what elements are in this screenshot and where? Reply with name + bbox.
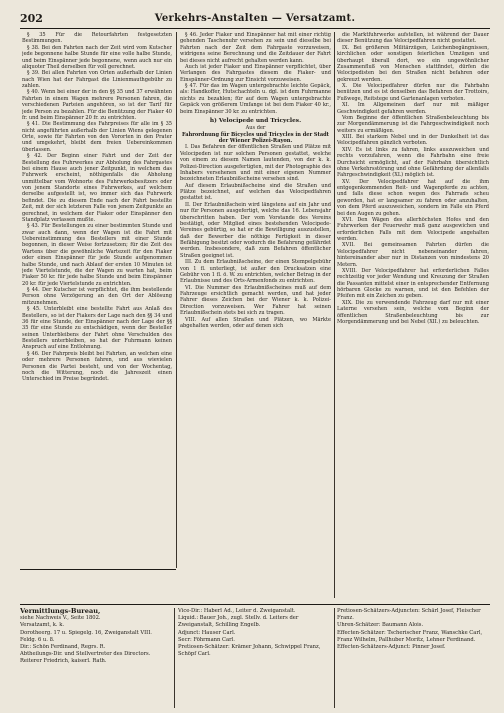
paragraph: II. Der Erlaubnißschein wird längstens auf ein Jahr und nur für Personen ausgefertigt, welche das 16. Lebensjahr überschritten haben. Der vom Vorstande des Vereins bestätigt, oder Mitglied eines bestehenden Velocipede-Vereines gebürtig, so hat er die Bewilligung auszustellen, daß der Bewerber die nöthige Fertigkeit in dieser Befähigung besitzt oder wodurch die Befahrung gefährdet werden. Insbesondere, daß zum Befahren öffentlicher Straßen geeignet ist. (180, 201, 331, 259)
section-divider (20, 569, 176, 570)
paragraph: § 40. Wenn bei einer der in den §§ 35 und 37 erwähnten Fahrten in einem Wagen mehrere Personen fahren, die verschiedenen Parteien angehören, so ist der Tarif für jede Person zu bezahlen. Für die Benützung der Fiaker 40 fr. und beim Einspänner 20 fr. zu entrichten. (22, 89, 172, 121)
paragraph: Adjunct: Hauser Carl. (178, 629, 236, 636)
paragraph: Pretiosen-Schätzers-Adjuncten: Schärl Josef, Fleischer Franz. (337, 608, 481, 622)
paragraph: VIII. Auf allen Straßen und Plätzen, wo Märkte abgehalten werden, oder auf denen sich (180, 316, 331, 329)
directory-middle (178, 608, 330, 708)
page-title: Verkehrs-Anstalten — Versatzamt. (154, 13, 356, 24)
column-right (337, 32, 489, 598)
paragraph: § 39. Bei allen Fahrten von Orten außerhalb der Linien nach Wien hat der Fahrgast die Linienmauthgebühr zu zahlen. (22, 70, 172, 89)
paragraph: XIX. Die zu verwendende Fahrzeug darf nur mit einer Laterne versehen sein, welche vom Beginn der öffentlichen Straßenbeleuchtung bis zur Morgendämmerung und bei Nebel (XII.) zu beleuchten. (337, 299, 489, 325)
column-middle (180, 32, 331, 598)
paragraph: I. Das Befahren der öffentlichen Straßen und Plätze mit Velocipeden ist nur solchen Personen gestattet, welche von einem zu diesem Namen lautenden, von der k. k. Polizei-Direction ausgefertigten, mit der Photographie des Inhabers versehenen und mit einer eigenen Nummer bezeichneten Erlaubnißscheine versehen sind. (180, 144, 331, 183)
paragraph: Auf diesem Erlaubnißscheine sind die Straßen und Plätze bezeichnet, auf welchen das Velocipedfahren gestattet ist. (180, 182, 331, 202)
paragraph: Vice-Dir.: Haberl Ad., Leiter d. Zweiganstalt. (178, 608, 296, 614)
paragraph: Liquid.: Bauer Joh., zugl. Stellv. d. Leiters der Zweiganstalt, Schilling Engelb. (178, 615, 299, 629)
paragraph: XVI. Den Wägen des allerhöchsten Hofes und den Fuhrwerken der Feuerwehr muß ganz ausgewichen und erforderlichen Falls mit dem Velocipede angehalten werden. (337, 216, 489, 242)
paragraph: h) Velocipede und Tricycles. (209, 117, 302, 124)
paragraph: Auch ist jeder Fiaker und Einspänner verpflichtet, über Verlangen des Fahrgastes diesem die Fiaker- und Einspänner-Ordnung zur Einsicht vorzuweisen. (180, 63, 331, 83)
directory-heading: Vermittlungs-Bureau, (20, 608, 101, 615)
paragraph: Reiterer Friedrich, kaiserl. Rath. (20, 658, 107, 665)
paragraph: § 43. Für Bestellungen zu einer bestimmten Stunde und zwar auch dann, wenn der Wagen ist die Fahrt mit Uebereinstimmung des Bestellers mit einer Stunde begonnen, in dieser Weise fortzusetzen; für die Zeit des Wartens über die gewöhnliche Wartezeit für den Fiaker oder einen Einspänner für jede Stunde aufgenommen halbe Stunde, und nach Ablauf der ersten 10 Minuten ist jede Viertelstunde, die der Wagen zu warten hat, beim Fiaker 50 kr. für jede halbe Stunde und beim Einspänner 20 kr. für jede Viertelstunde zu entrichten. (22, 223, 172, 287)
paragraph: § 35 Für die Retourfahrten festgesetzten Bestimmungen. (22, 32, 172, 45)
paragraph: § 44. Der Kutscher ist verpflichtet, die ihm bestellende Person ohne Verzögerung an den Ort der Ablösung mitzunehmen. (22, 287, 172, 306)
paragraph: XI. Im Allgemeinen darf nur mit mäßiger Geschwindigkeit gefahren werden. (337, 102, 489, 115)
paragraph: § 38. Bei den Fahrten nach der Zeit wird vom Kutscher jede begonnene halbe Stunde für eine volle halbe Stunde, und beim Einspänner jede begonnene, wenn auch nur ein aliquoter Theil derselben für voll gerechnet. (22, 44, 172, 70)
directory-left (20, 608, 166, 708)
page-number: 202 (20, 12, 43, 25)
paragraph: § 46. Der Fahrpreis bleibt bei Fahrten, an welchen eine oder mehrere Personen fahren, und aus wievielen Personen die Partei besteht, und von der Wochentag, noch die Witterung, noch die Jahreszeit einen Unterschied im Preise begründet. (22, 350, 172, 383)
paragraph: Fahrordnung für Bicycles und Tricycles in der Stadt der Wiener Polizei-Rayon. (182, 131, 329, 144)
directory-lines (337, 608, 489, 651)
paragraph: Dorotheerg. 17 u. Spiegelg. 16, Zweiganstalt VIII. Feldg. 6 u. 8. (20, 629, 152, 643)
directory-lines (20, 615, 166, 665)
paragraph: § 41. Die Bestimmung des Fahrpreises für alle im § 35 nicht angeführten außerhalb der Linien Wiens gelegenen Orte, sowie für Fahrten von den Vororten in den Prater und umgekehrt, bleibt dem freien Uebereinkommen überlassen. (22, 121, 172, 153)
page-header (20, 12, 490, 29)
paragraph: Secr: Föhrmann Carl. (178, 636, 235, 643)
paragraph: Pretiosen-Schätzer: Krämer Johann, Schwippel Franz, Schöpf Carl. (178, 644, 321, 658)
paragraph: § 47. Für das im Wagen untergebrachte leichte Gepäck, als: Handkoffer, Hutschachteln u. dgl. ist dem Fuhrmanne nichts zu bezahlen; für auf dem Wagen untergebrachte Gepäck von größerem Umfange ist bei dem Fiaker 40 kr., beim Einspänner 30 kr. zu entrichten. (180, 83, 331, 115)
paragraph: VI. Die Nummer des Erlaubnißscheines muß auf dem Fahrzeuge ersichtlich gemacht werden, und hat jeder Fahrer dieses Zeichen bei der Wiener k. k. Polizei-Direction vorzuweisen. Wer Fahrer hat seinen Erlaubnißschein stets bei sich zu tragen. (180, 284, 331, 317)
paragraph: XIV. Es ist links zu fahren, links auszuweichen und rechts vorzufahren, wenn die Fahrbahn eine freie Durchsicht ermöglicht, auf der Fahrbahn übersichtlich ohne Verkehrsstörung und ohne Gefährdung der allenfalls Fahrgeschwindigkeit (XL) möglich ist. (337, 146, 489, 179)
column-divider (174, 608, 175, 708)
paragraph: XVII. Bei gemeinsamen Fahrten dürfen die Velocipedfahrer nicht nebeneinander fahren, hintereinander aber nur in Distanzen von mindestens 20 Metern. (337, 242, 489, 268)
paragraph: IX. Bei größeren Militärzügen, Leichenbegängnissen, kirchlichen oder sonstigen feierlichen Umzügen und überhaupt überall dort, wo ein ungewöhnlicher Zusammenfluß von Menschen stattfindet, dürfen die Velocipedisten bei den Straßen nicht befahren oder gekreuzt werden. (337, 44, 489, 83)
paragraph: siehe Nachweis V., Seite 1802. (20, 615, 101, 622)
paragraph: XV. Der Velocipedfahrer hat auf die ihm entgegenkommenden Reit- und Wagenpferde zu achten, und falls diese schon wegen des Fahrrads scheu geworden, hat er langsamer zu fahren oder anzuhalten, von dem Pferd auszuweichen, sondern im Falle ein Pferd bei den Augen zu gehen. (337, 178, 489, 217)
paragraph: Effecten-Schätzers-Adjunct: Pinner Josef. (337, 644, 446, 651)
paragraph: III. Zu dem Erlaubnißscheine, der einen Stempelgebühr von 1 fl. unterliegt, ist außer den Drucksatzen eine Gebühr von 1 fl. ö. W. zu entrichten, welcher Betrag in der Erlaubnisse und des Orts-Armenfonds zu entrichten. (180, 259, 331, 285)
directory-lines (178, 608, 330, 658)
column-divider (334, 32, 335, 598)
paragraph: § 42. Der Beginn einer Fahrt und der Zeit der Bestellung des Fuhrwerkes zur Abholung des Fahrgastes bei einem Hause auch jener Zeitpunkt, in welchem das Fuhrwerk erscheint, nöthigenfalls die Abholung unmittelbar vom Wohnorte des Fuhrwerksbesitzers oder von jenem Standorte eines Fuhrwerkes, auf welchem derselbe aufgestellt ist, wo immer sich das Fuhrwerk befindet. Die zu diesem Ende nach der Fahrt bestellte Zeit, mit der sich letzteren Falle von jenem Zeitpunkte an gerechnet, in welchem der Fiaker oder Einspänner den Standplatz verlassen mußte. (22, 153, 172, 223)
directory-right (337, 608, 489, 708)
paragraph: Vom Beginne der öffentlichen Straßenbeleuchtung bis zur Morgendämmerung ist die Fahrgeschwindigkeit noch weiters zu ermäßigen. (337, 114, 489, 134)
paragraph: Aus der (245, 125, 266, 132)
column-divider (334, 608, 335, 708)
column-left (22, 32, 172, 565)
paragraph: Dir.: Schön Ferdinand, Regrs. R. (20, 644, 106, 651)
column-divider (176, 32, 177, 568)
paragraph: XIII. Bei starkem Nebel und in der Dunkelheit ist das Velocipedfahren gänzlich verboten. (337, 134, 489, 147)
paragraph: die Marktfuhrwerke aufstellen, ist während der Dauer dieser Benützung das Velocipedfahren nicht gestattet. (337, 32, 489, 45)
paragraph: X. Die Velocipedfahrer dürfen nur die Fahrbahn benützen und es ist denselben das Befahren der Trottoirs, Fußwege, Reitstege und Gartenanlagen verboten. (337, 83, 489, 102)
paragraph: § 46. Jeder Fiaker und Einspänner hat mit einer richtig gehenden Taschenuhr versehen zu sein und dieselbe bei Fahrten nach der Zeit dem Fahrgaste vorzuweisen, widrigens seine Berechnung und die Zeitdauer der Fahrt bei dieses nicht aufrecht gehalten werden kann. (180, 32, 331, 64)
section-divider (20, 604, 490, 605)
paragraph: XVIII. Der Velocipedfahrer hat erforderlichen Falles rechtzeitig vor jeder Wendung und Kreuzung der Straßen die Passanten mittelst einer in entsprechender Entfernung hörbaren Glocke zu warnen, und ist den Befehlen der Pfeifen mit ein Zeichen zu geben. (337, 267, 489, 300)
paragraph: Abtheilungs-Dir. und Stellvertreter des Directors. (20, 651, 151, 658)
paragraph: § 45. Unterbleibt eine bestellte Fahrt aus Anlaß des Bestellers, so ist der Fiakers der Lage nach den §§ 34 und 36 für eine Stunde, der Einspänner nach der Lage der §§ 35 für eine Stunde zu entschädigen, wenn der Besteller seinen Unterbleibens der Fahrt ohne Verschulden des Bestellers unterbleiben, so hat der Fuhrmann keinen Anspruch auf eine Entlohnung. (22, 306, 172, 351)
paragraph: Versatzamt, k. k. (20, 622, 65, 629)
paragraph: Uhren-Schätzer: Baumann Alois. (337, 622, 424, 629)
paragraph: Effecten-Schätzer: Tscherischer Franz, Wanschke Carl, Franz Wilhelm, Pallhuber Moritz, Lehner Ferdinand. (337, 629, 483, 643)
